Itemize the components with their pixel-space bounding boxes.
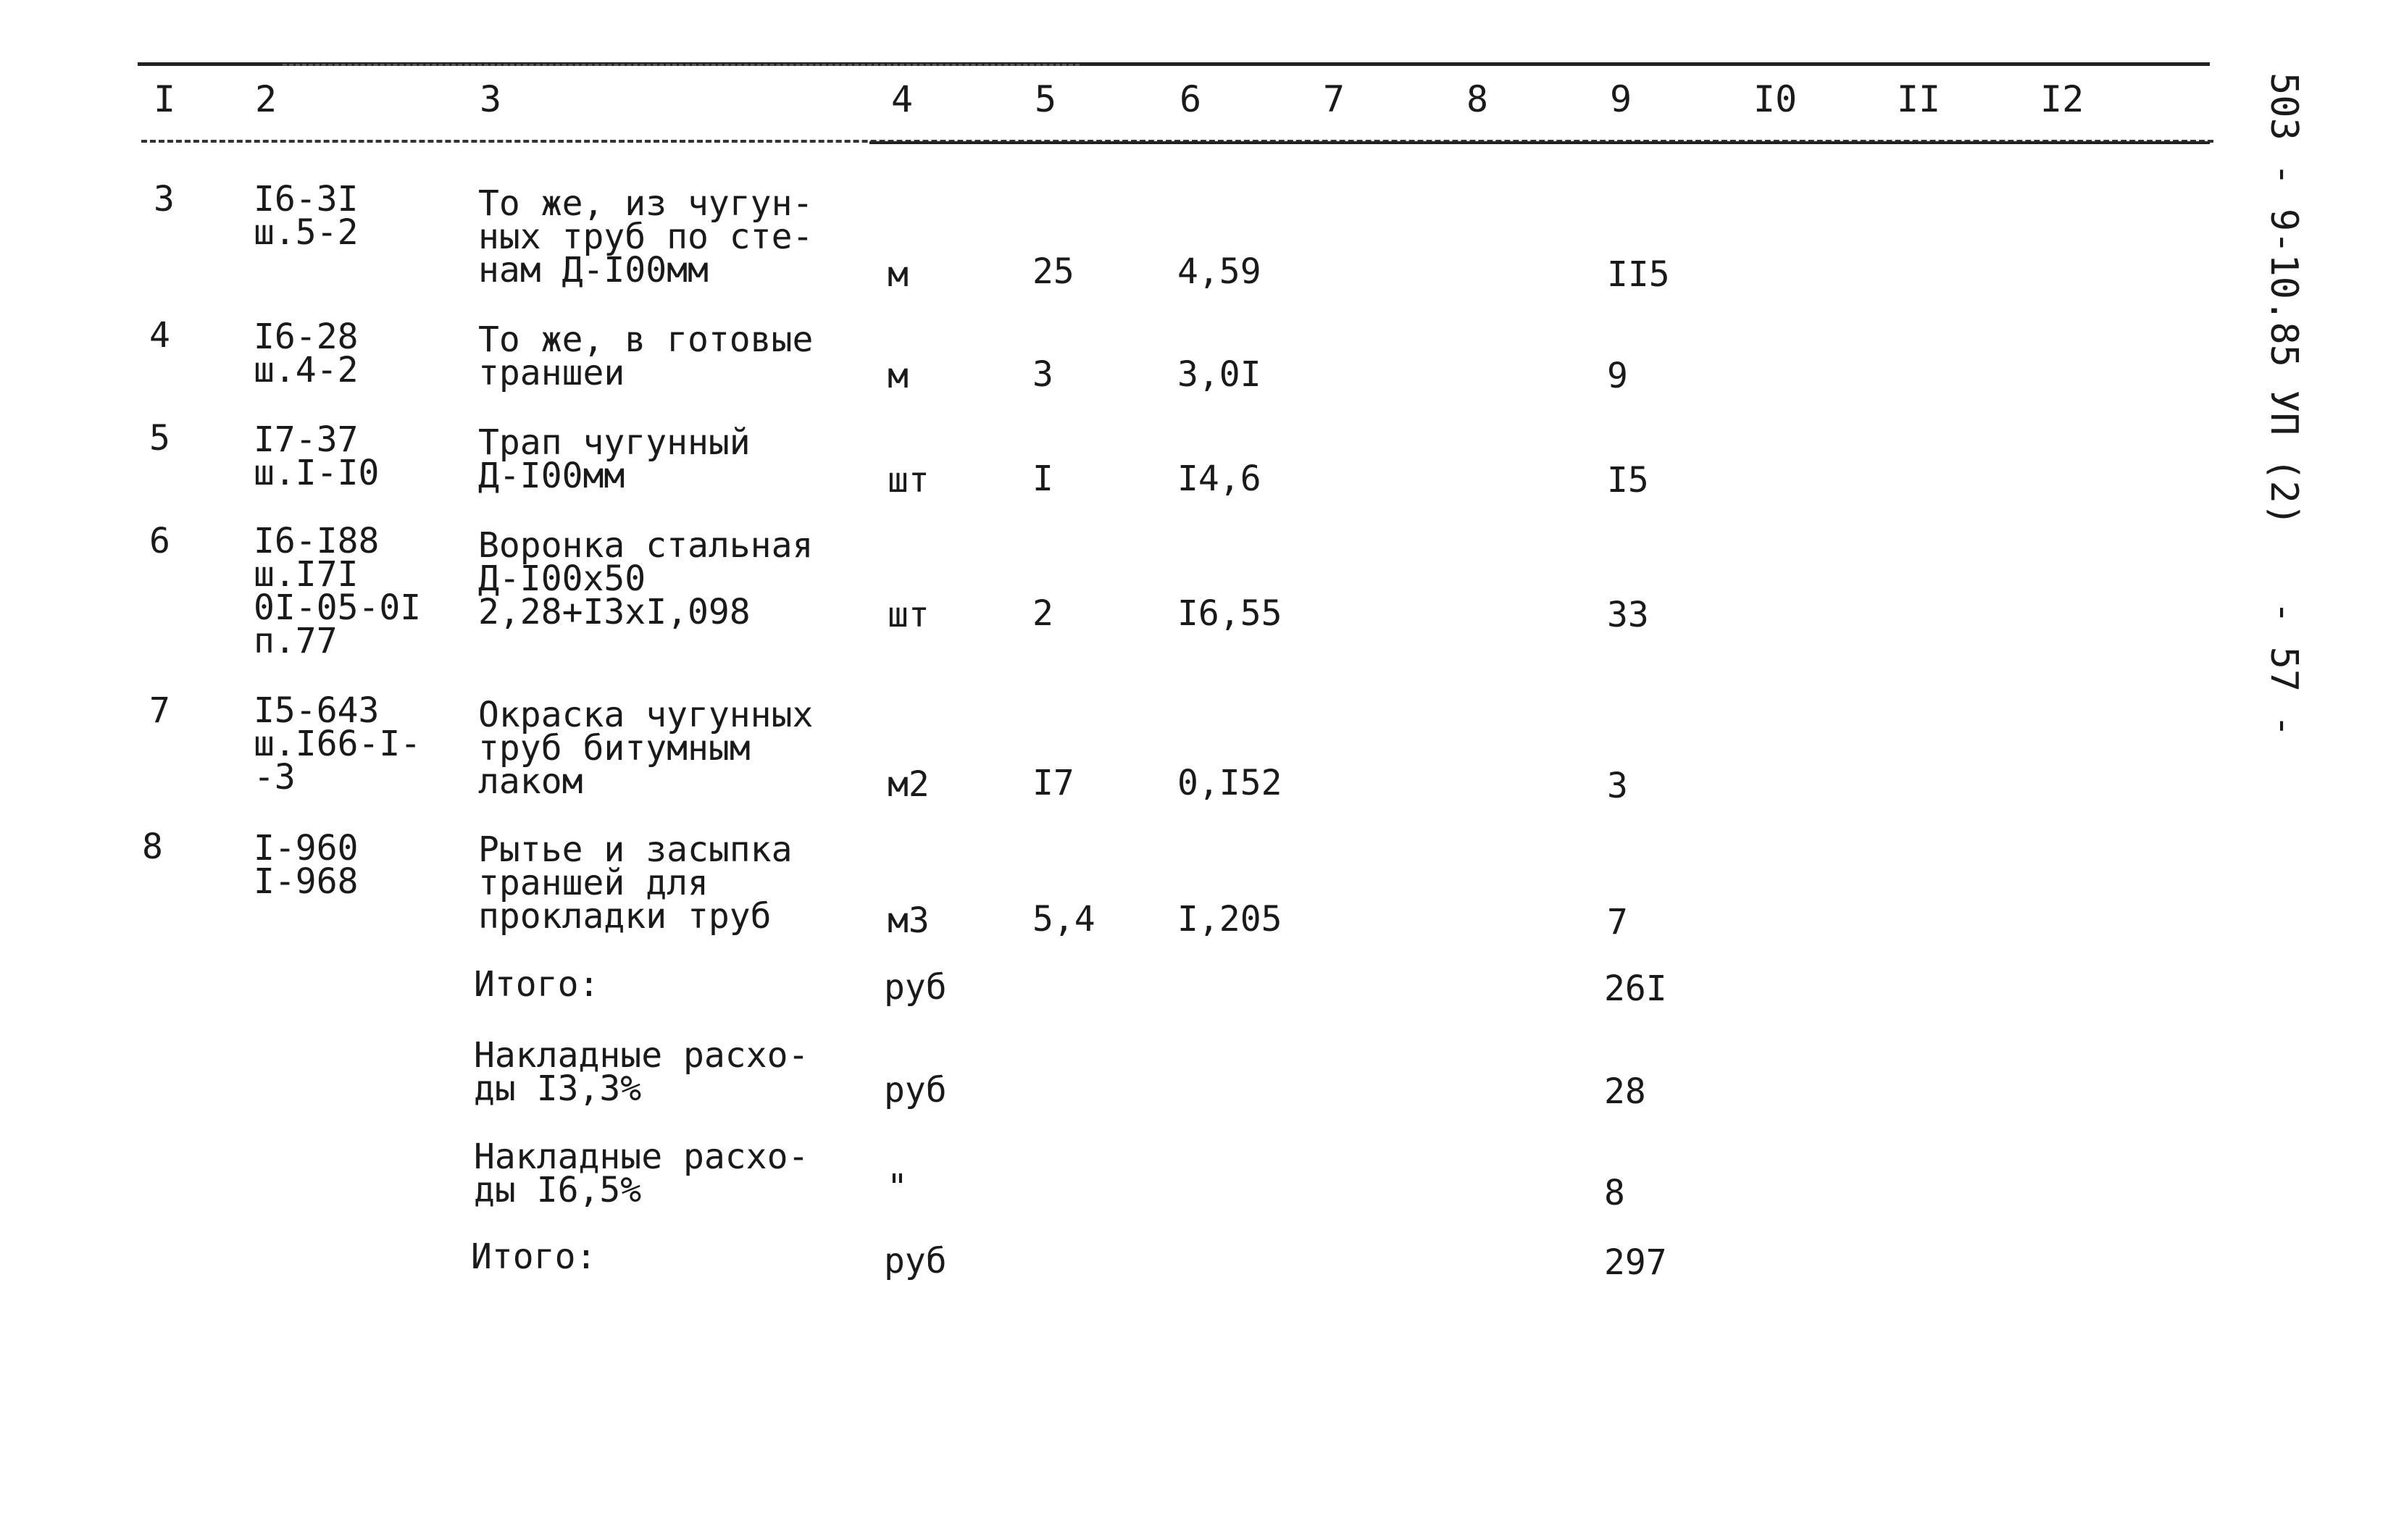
- col-header-11: II: [1897, 78, 1941, 120]
- row-code: I6-28 ш.4-2: [254, 317, 359, 390]
- row-qty: 2: [1032, 593, 1053, 634]
- row-price: I,205: [1177, 899, 1282, 940]
- row-name: Трап чугунный Д-I00мм: [478, 422, 751, 496]
- col-header-8: 8: [1466, 78, 1489, 120]
- col-header-10: I0: [1753, 78, 1798, 120]
- summary-label: Накладные расхо- ды I3,3%: [474, 1035, 809, 1109]
- row-total: 33: [1607, 595, 1649, 635]
- row-price: 3,0I: [1177, 354, 1261, 395]
- row-total: I5: [1607, 460, 1649, 501]
- col-header-7: 7: [1323, 78, 1345, 120]
- summary-unit: ": [887, 1167, 908, 1208]
- header-rule-solid: [869, 141, 2210, 144]
- col-header-12: I2: [2040, 78, 2084, 120]
- row-price: I6,55: [1177, 593, 1282, 634]
- row-name: То же, в готовые траншеи: [478, 319, 814, 393]
- summary-total: 28: [1604, 1071, 1646, 1112]
- summary-total: 297: [1604, 1242, 1667, 1283]
- row-number: 3: [154, 179, 175, 219]
- row-code: I6-I88 ш.I7I 0I-05-0I п.77: [254, 521, 422, 661]
- summary-label: Итого:: [474, 964, 600, 1005]
- col-header-4: 4: [891, 78, 914, 120]
- summary-total: 8: [1604, 1173, 1625, 1213]
- row-name: То же, из чугун- ных труб по сте- нам Д-I00мм: [478, 183, 814, 290]
- col-header-3: 3: [480, 78, 502, 120]
- summary-total: 26I: [1604, 968, 1667, 1009]
- document-code: 503 - 9-10.85 УП (2): [2262, 72, 2305, 527]
- row-qty: 5,4: [1032, 899, 1095, 940]
- summary-unit: руб: [884, 967, 947, 1008]
- top-rule-dashed: [283, 64, 1080, 66]
- row-unit: шт: [888, 595, 930, 635]
- row-qty: 3: [1032, 354, 1053, 395]
- row-number: 6: [149, 521, 170, 561]
- row-name: Окраска чугунных труб битумным лаком: [478, 695, 814, 802]
- row-number: 4: [149, 315, 170, 356]
- summary-unit: руб: [884, 1241, 947, 1281]
- row-name: Воронка стальная Д-I00x50 2,28+I3xI,098: [478, 525, 814, 632]
- row-total: 7: [1607, 902, 1628, 942]
- row-qty: 25: [1032, 251, 1074, 292]
- col-header-5: 5: [1035, 78, 1057, 120]
- col-header-2: 2: [255, 78, 277, 120]
- row-unit: шт: [888, 460, 930, 501]
- row-total: 9: [1607, 356, 1628, 396]
- row-unit: м2: [888, 764, 930, 805]
- row-unit: м3: [888, 900, 930, 941]
- row-total: 3: [1607, 766, 1628, 806]
- row-qty: I: [1032, 459, 1053, 499]
- row-code: I7-37 ш.I-I0: [254, 419, 380, 493]
- row-total: II5: [1607, 254, 1670, 295]
- col-header-9: 9: [1610, 78, 1632, 120]
- row-code: I-960 I-968: [254, 828, 359, 902]
- row-number: 7: [149, 690, 170, 731]
- col-header-1: I: [154, 78, 176, 120]
- row-unit: м: [888, 356, 909, 396]
- row-code: I6-3I ш.5-2: [254, 179, 359, 253]
- row-qty: I7: [1032, 763, 1074, 803]
- col-header-6: 6: [1180, 78, 1202, 120]
- row-price: 4,59: [1177, 251, 1261, 292]
- summary-label: Итого:: [471, 1236, 597, 1277]
- row-price: 0,I52: [1177, 763, 1282, 803]
- summary-unit: руб: [884, 1070, 947, 1110]
- summary-label: Накладные расхо- ды I6,5%: [474, 1137, 809, 1210]
- row-number: 8: [142, 827, 163, 867]
- row-number: 5: [149, 418, 170, 459]
- row-code: I5-643 ш.I66-I- -3: [254, 690, 422, 798]
- row-price: I4,6: [1177, 459, 1261, 499]
- row-name: Рытье и засыпка траншей для прокладки труб: [478, 829, 793, 937]
- page-number: - 57 -: [2262, 601, 2305, 737]
- row-unit: м: [888, 254, 909, 295]
